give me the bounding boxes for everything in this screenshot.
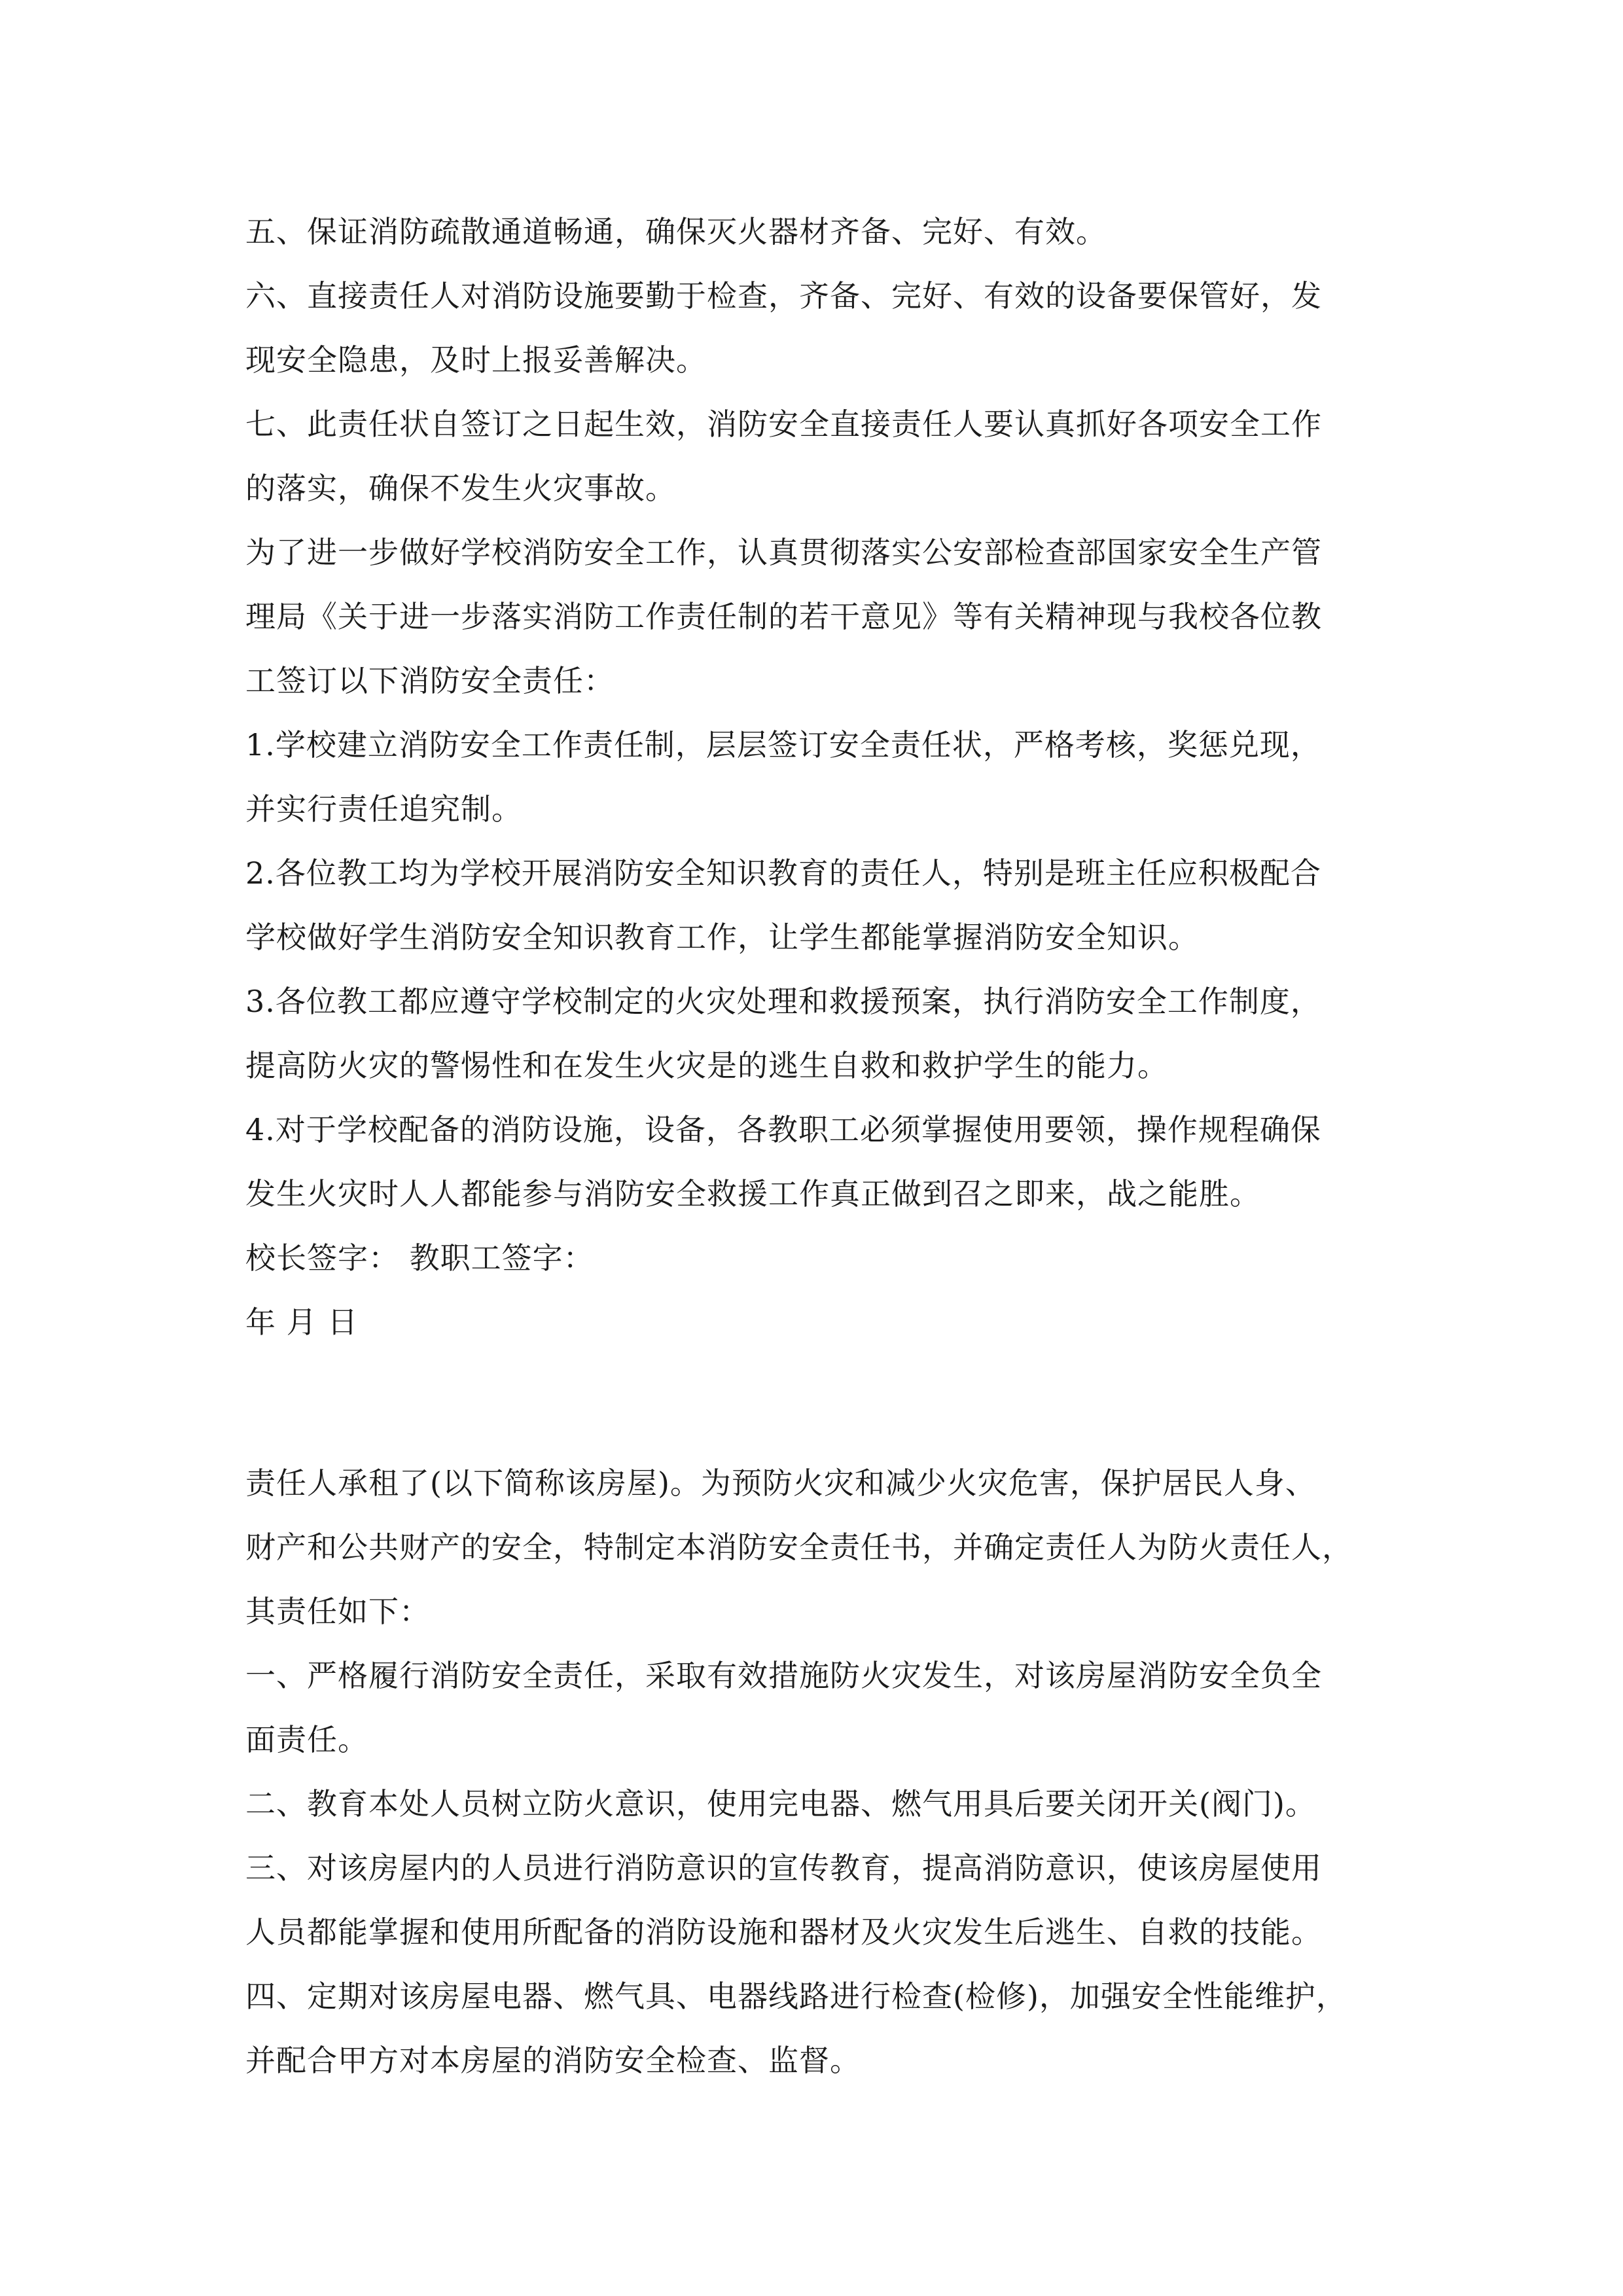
text-line: 4.对于学校配备的消防设施，设备，各教职工必须掌握使用要领，操作规程确保 <box>245 1112 1321 1147</box>
text-line: 1.学校建立消防安全工作责任制，层层签订安全责任状，严格考核，奖惩兑现， <box>245 727 1321 762</box>
text-line: 五、保证消防疏散通道畅通，确保灭火器材齐备、完好、有效。 <box>245 214 1107 249</box>
text-line: 3.各位教工都应遵守学校制定的火灾处理和救援预案，执行消防安全工作制度， <box>245 984 1321 1019</box>
text-line: 责任人承租了(以下简称该房屋)。为预防火灾和减少火灾危害，保护居民人身、 <box>245 1465 1316 1501</box>
text-line: 人员都能掌握和使用所配备的消防设施和器材及火灾发生后逃生、自救的技能。 <box>245 1914 1322 1950</box>
signature-line: 校长签字： 教职工签字： <box>245 1240 594 1276</box>
text-line: 其责任如下： <box>245 1594 430 1629</box>
section-gap <box>245 1354 1404 1451</box>
text-line: 并配合甲方对本房屋的消防安全检查、监督。 <box>245 2043 861 2078</box>
text-line: 三、对该房屋内的人员进行消防意识的宣传教育，提高消防意识，使该房屋使用 <box>245 1850 1322 1886</box>
text-line: 提高防火灾的警惕性和在发生火灾是的逃生自救和救护学生的能力。 <box>245 1048 1168 1083</box>
text-line: 二、教育本处人员树立防火意识，使用完电器、燃气用具后要关闭开关(阀门)。 <box>245 1786 1316 1821</box>
text-line: 理局《关于进一步落实消防工作责任制的若干意见》等有关精神现与我校各位教 <box>245 599 1322 634</box>
text-line: 的落实，确保不发生火灾事故。 <box>245 471 676 506</box>
text-line: 现安全隐患，及时上报妥善解决。 <box>245 342 707 378</box>
text-line: 财产和公共财产的安全，特制定本消防安全责任书，并确定责任人为防火责任人， <box>245 1530 1353 1565</box>
text-line: 工签订以下消防安全责任： <box>245 663 615 698</box>
text-line: 并实行责任追究制。 <box>245 791 522 827</box>
text-line: 为了进一步做好学校消防安全工作，认真贯彻落实公安部检查部国家安全生产管 <box>245 535 1322 570</box>
text-line: 发生火灾时人人都能参与消防安全救援工作真正做到召之即来，战之能胜。 <box>245 1176 1260 1211</box>
text-line: 六、直接责任人对消防设施要勤于检查，齐备、完好、有效的设备要保管好，发 <box>245 278 1322 314</box>
text-line: 学校做好学生消防安全知识教育工作，让学生都能掌握消防安全知识。 <box>245 920 1199 955</box>
text-line: 七、此责任状自签订之日起生效，消防安全直接责任人要认真抓好各项安全工作 <box>245 406 1322 442</box>
document-page <box>245 200 1404 2092</box>
date-line: 年 月 日 <box>245 1304 359 1340</box>
text-line: 四、定期对该房屋电器、燃气具、电器线路进行检查(检修)，加强安全性能维护， <box>245 1979 1347 2014</box>
text-line: 面责任。 <box>245 1722 368 1757</box>
text-line: 2.各位教工均为学校开展消防安全知识教育的责任人，特别是班主任应积极配合 <box>245 855 1321 891</box>
text-line: 一、严格履行消防安全责任，采取有效措施防火灾发生，对该房屋消防安全负全 <box>245 1658 1322 1693</box>
